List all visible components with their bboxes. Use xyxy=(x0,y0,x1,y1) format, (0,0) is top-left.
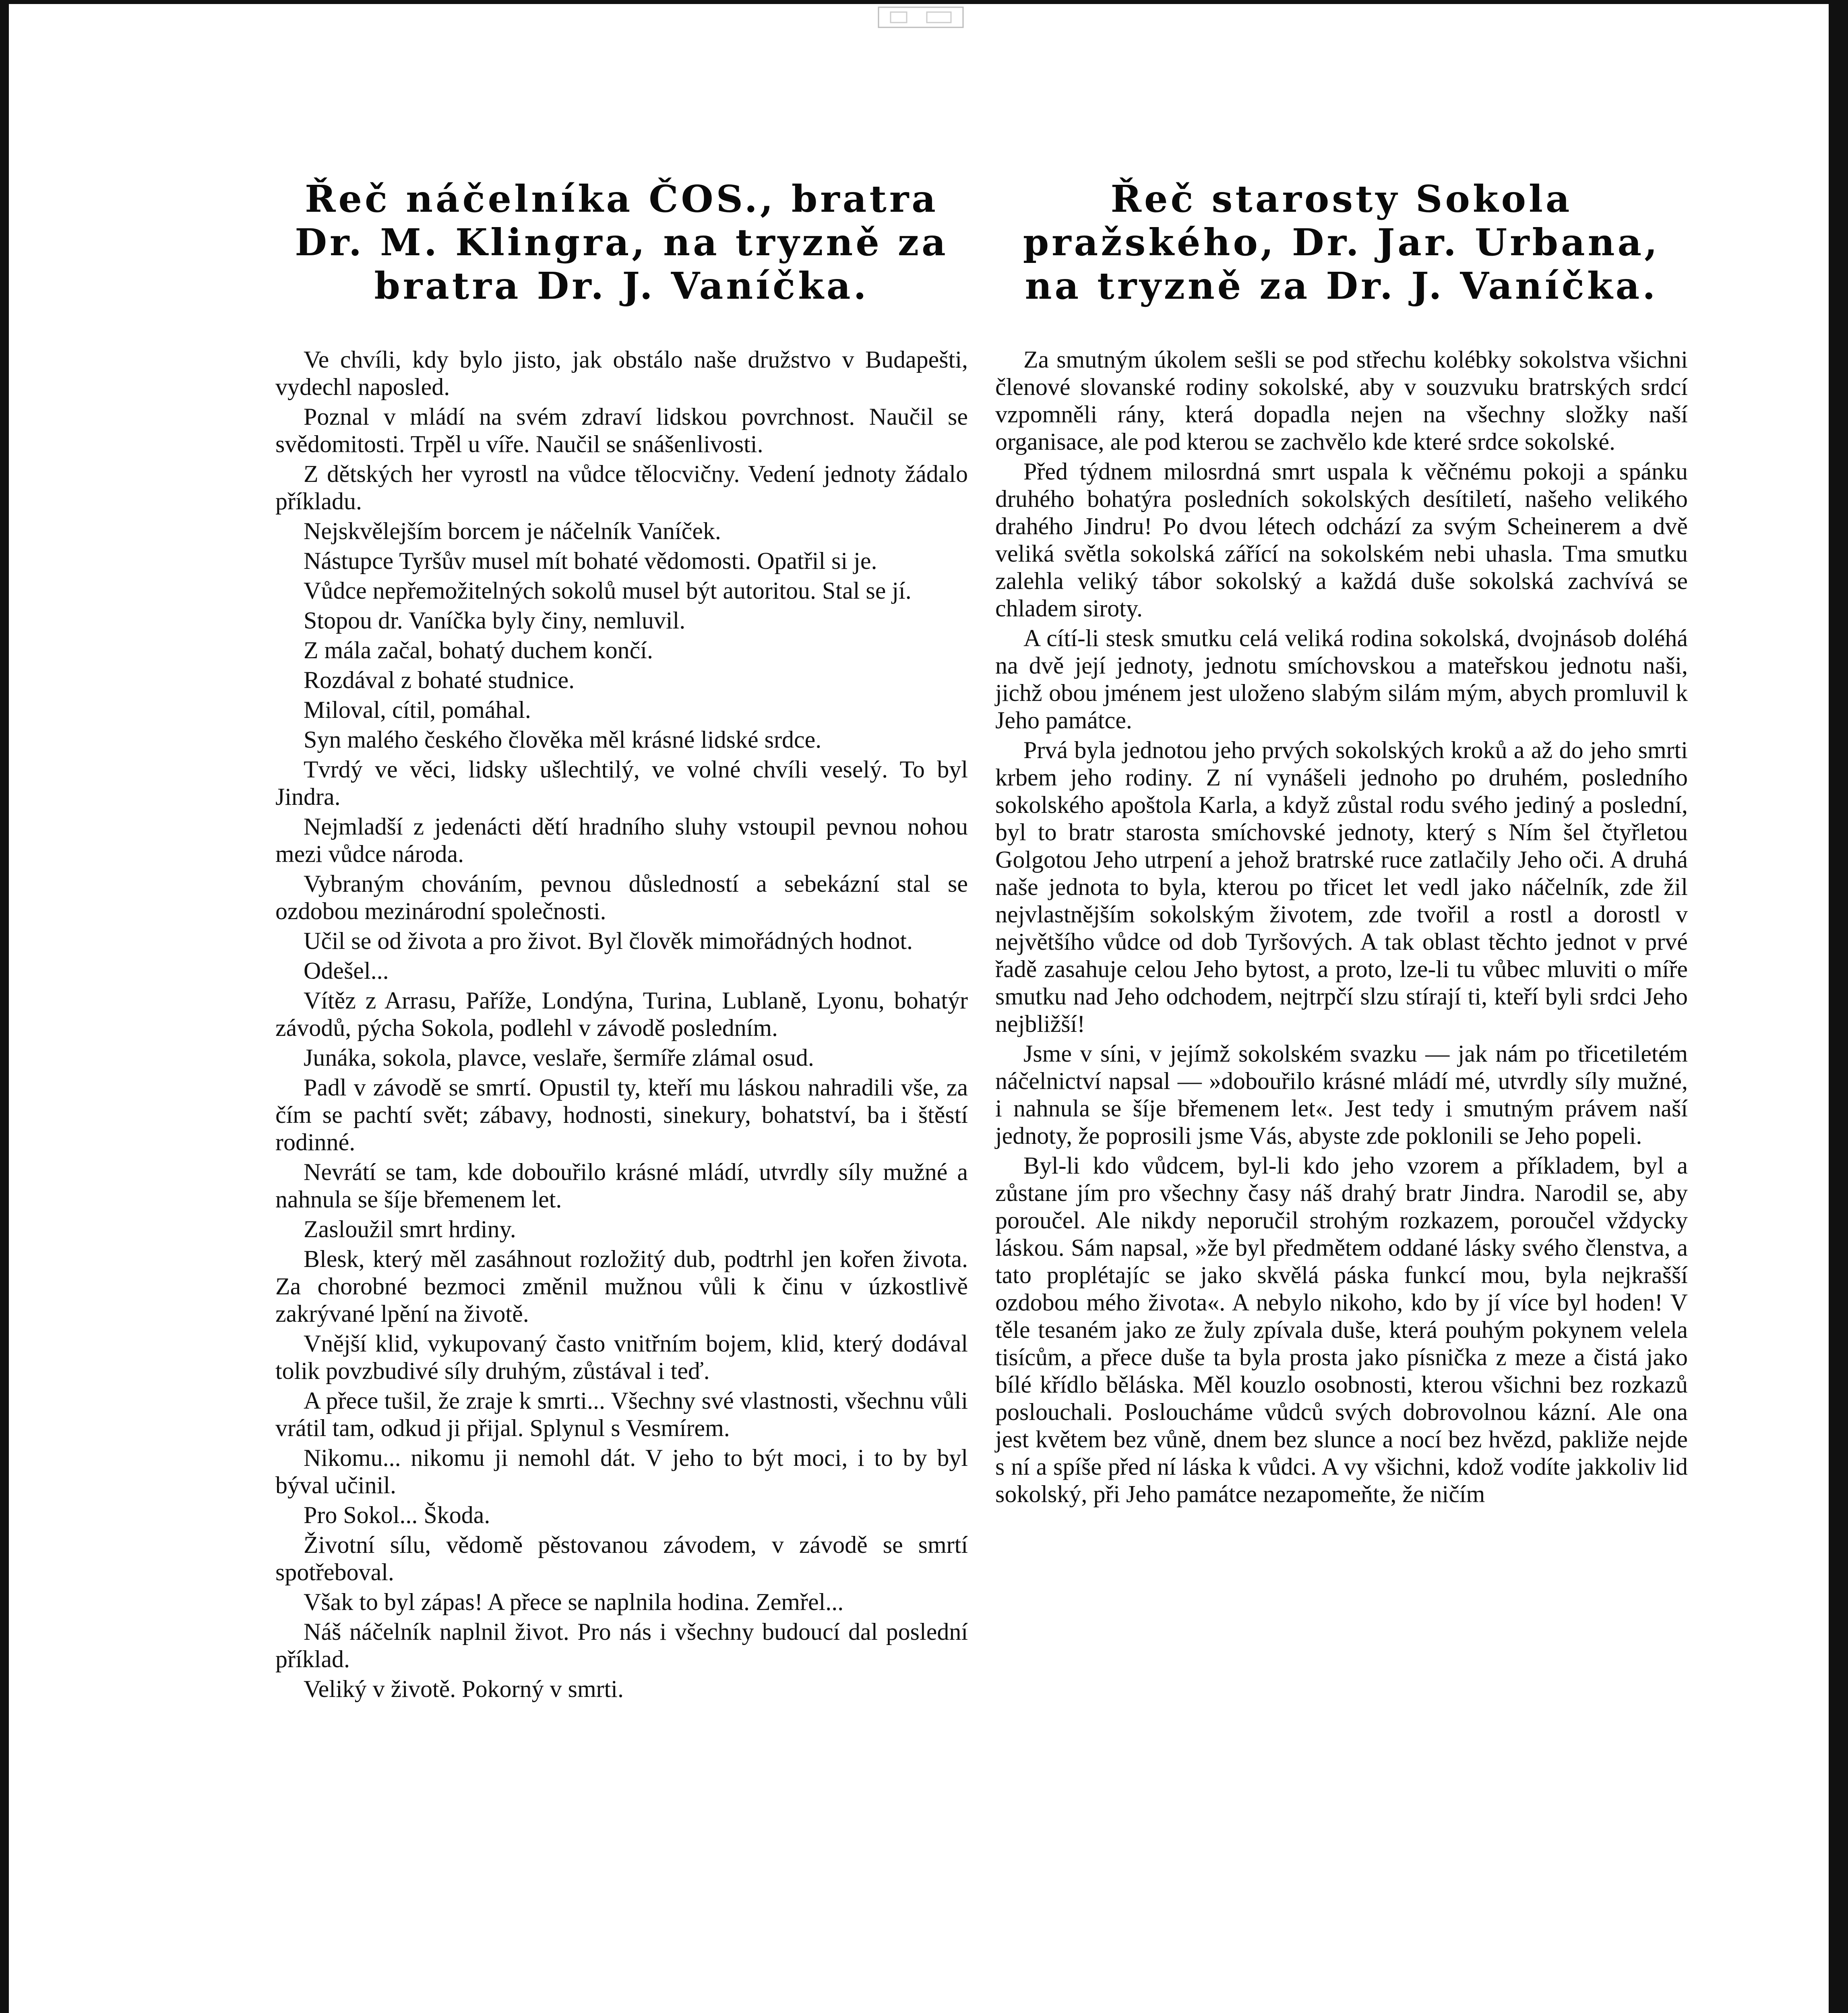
right-article-body xyxy=(995,346,1688,1508)
paragraph: Nejskvělejším borcem je náčelník Vaníček. xyxy=(304,518,721,544)
right-article xyxy=(995,177,1688,1510)
paragraph: Vůdce nepřemožitelných sokolů musel být autoritou. Stal se jí. xyxy=(304,577,912,604)
paragraph: Náš náčelník naplnil život. Pro nás i všechny budoucí dal poslední příklad. xyxy=(275,1618,968,1672)
paragraph: Zasloužil smrt hrdiny. xyxy=(304,1216,516,1242)
paragraph: Blesk, který měl zasáhnout rozložitý dub, podtrhl jen kořen života. Za chorobné bezmoci změnil mužnou vůli k činu v úzkostlivě zakrývané lpění na životě. xyxy=(275,1246,968,1327)
paragraph: Tvrdý ve věci, lidsky ušlechtilý, ve volné chvíli veselý. To byl Jindra. xyxy=(275,756,968,810)
right-article-title: Řeč starosty Sokola pražského, Dr. Jar. Urbana, na tryzně za Dr. J. Vaníčka. xyxy=(1023,177,1660,308)
paragraph: Vítěz z Arrasu, Paříže, Londýna, Turina, Lublaně, Lyonu, bohatýr závodů, pýcha Sokola, podlehl v závodě posledním. xyxy=(275,987,968,1041)
paragraph: A přece tušil, že zraje k smrti... Všechny své vlastnosti, všechnu vůli vrátil tam, odkud ji přijal. Splynul s Vesmírem. xyxy=(275,1387,968,1441)
paragraph: Vybraným chováním, pevnou důsledností a sebekázní stal se ozdobou mezinárodní společnosti. xyxy=(275,870,968,924)
paragraph: Jsme v síni, v jejímž sokolském svazku — jak nám po třicetiletém náčelnictví napsal — »dobouřilo krásné mládí mé, utvrdly síly mužné, i nahnula se šíje břemenem let«. Jest tedy i smutným právem naší jednoty, že poprosili jsme Vás, abyste zde poklonili se Jeho popeli. xyxy=(995,1040,1688,1149)
paragraph: Však to byl zápas! A přece se naplnila hodina. Zemřel... xyxy=(304,1589,844,1615)
left-article-title: Řeč náčelníka ČOS., bratra Dr. M. Klingra, na tryzně za bratra Dr. J. Vaníčka. xyxy=(295,177,949,308)
paragraph: Ve chvíli, kdy bylo jisto, jak obstálo naše družstvo v Budapešti, vydechl naposled. xyxy=(275,346,968,400)
paragraph: Poznal v mládí na svém zdraví lidskou povrchnost. Naučil se svědomitosti. Trpěl u víře. Naučil se snášenlivosti. xyxy=(275,403,968,457)
page xyxy=(9,4,1829,2013)
paragraph: Z dětských her vyrostl na vůdce tělocvičny. Vedení jednoty žádalo příkladu. xyxy=(275,461,968,515)
library-stamp-icon xyxy=(874,4,967,32)
paragraph: A cítí-li stesk smutku celá veliká rodina sokolská, dvojnásob doléhá na dvě její jednoty, jednotu smíchovskou a mateřskou jednotu naši, jichž obou jménem jest uloženo slabým silám mým, abych promluvil k Jeho památce. xyxy=(995,625,1688,734)
paragraph: Vnější klid, vykupovaný často vnitřním bojem, klid, který dodával tolik povzbudivé síly druhým, zůstával i teď. xyxy=(275,1330,968,1384)
paragraph: Nejmladší z jedenácti dětí hradního sluhy vstoupil pevnou nohou mezi vůdce národa. xyxy=(275,813,968,867)
paragraph: Za smutným úkolem sešli se pod střechu kolébky sokolstva všichni členové slovanské rodiny sokolské, aby v souzvuku bratrských srdcí vzpomněli rány, která dopadla nejen na všechny složky naší organisace, ale pod kterou se zachvělo kde které srdce sokolské. xyxy=(995,346,1688,455)
paragraph: Nevrátí se tam, kde dobouřilo krásné mládí, utvrdly síly mužné a nahnula se šíje břemenem let. xyxy=(275,1159,968,1213)
paragraph: Z mála začal, bohatý duchem končí. xyxy=(304,637,653,663)
paragraph: Nástupce Tyršův musel mít bohaté vědomosti. Opatřil si je. xyxy=(304,548,877,574)
left-article xyxy=(275,177,968,1705)
paragraph: Stopou dr. Vaníčka byly činy, nemluvil. xyxy=(304,607,686,634)
paragraph: Pro Sokol... Škoda. xyxy=(304,1502,490,1528)
paragraph: Životní sílu, vědomě pěstovanou závodem, v závodě se smrtí spotřeboval. xyxy=(275,1531,968,1585)
paragraph: Prvá byla jednotou jeho prvých sokolských kroků a až do jeho smrti krbem jeho rodiny. Z ní vynášeli jednoho po druhém, posledního sokolského apoštola Karla, a když zůstal rodu svého jediný a poslední, byl to bratr starosta smíchovské jednoty, který s Ním šel čtyřletou Golgotou Jeho utrpení a jehož bratrské ruce zatlačily Jeho oči. A druhá naše jednota to byla, kterou po třicet let vedl jako náčelník, zde žil nejvlastnějším sokolským životem, zde tvořil a rostl a dorostl v největšího vůdce od dob Tyršových. A tak oblast těchto jednot v prvé řadě zasahuje celou Jeho bytost, a proto, lze-li tu vůbec mluviti o míře smutku nad Jeho odchodem, nejtrpčí slzu stírají ti, kteří byli srdci Jeho nejbližší! xyxy=(995,737,1688,1037)
paragraph: Padl v závodě se smrtí. Opustil ty, kteří mu láskou nahradili vše, za čím se pachtí svět; zábavy, hodnosti, sinekury, bohatství, ba i štěstí rodinné. xyxy=(275,1074,968,1155)
paragraph: Veliký v životě. Pokorný v smrti. xyxy=(304,1676,624,1702)
paragraph: Miloval, cítil, pomáhal. xyxy=(304,696,531,723)
paragraph: Rozdával z bohaté studnice. xyxy=(304,667,575,693)
paragraph: Syn malého českého člověka měl krásné lidské srdce. xyxy=(304,726,822,753)
paragraph: Odešel... xyxy=(304,957,389,984)
paragraph: Nikomu... nikomu ji nemohl dát. V jeho to být moci, i to by byl býval učinil. xyxy=(275,1445,968,1498)
paragraph: Junáka, sokola, plavce, veslaře, šermíře zlámal osud. xyxy=(304,1044,814,1071)
left-article-body xyxy=(275,346,968,1703)
paragraph: Učil se od života a pro život. Byl člověk mimořádných hodnot. xyxy=(304,928,913,954)
paragraph: Byl-li kdo vůdcem, byl-li kdo jeho vzorem a příkladem, byl a zůstane jím pro všechny časy náš drahý bratr Jindra. Narodil se, aby poroučel. Ale nikdy neporučil strohým rozkazem, poroučel vždycky láskou. Sám napsal, »že byl předmětem oddané lásky svého členstva, a tato proplétajíc se jako skvělá páska funkcí mou, byla nejkrašší ozdobou mého života«. A nebylo nikoho, kdo by jí více byl hoden! V těle tesaném jako ze žuly zpívala duše, která pouhým pokynem velela tisícům, a přece duše ta byla prosta jako písnička z meze a čistá jako bílé křídlo běláska. Měl kouzlo osobnosti, kterou všichni bez rozkazů poslouchali. Posloucháme vůdců svých dobrovolnou kázní. Ale ona jest květem bez vůně, dnem bez slunce a nocí bez hvězd, pakliže nejde s ní a spíše před ní láska k vůdci. A vy všichni, kdož vodíte jakkoliv lid sokolský, při Jeho památce nezapomeňte, že ničím xyxy=(995,1152,1688,1507)
paragraph: Před týdnem milosrdná smrt uspala k věčnému pokoji a spánku druhého bohatýra posledních sokolských desítiletí, našeho velikého drahého Jindru! Po dvou létech odchází za svým Scheinerem a dvě veliká světla sokolská zářící na sokolském nebi uhasla. Tma smutku zalehla veliký tábor sokolský a každá duše sokolská zachvívá se chladem siroty. xyxy=(995,458,1688,622)
